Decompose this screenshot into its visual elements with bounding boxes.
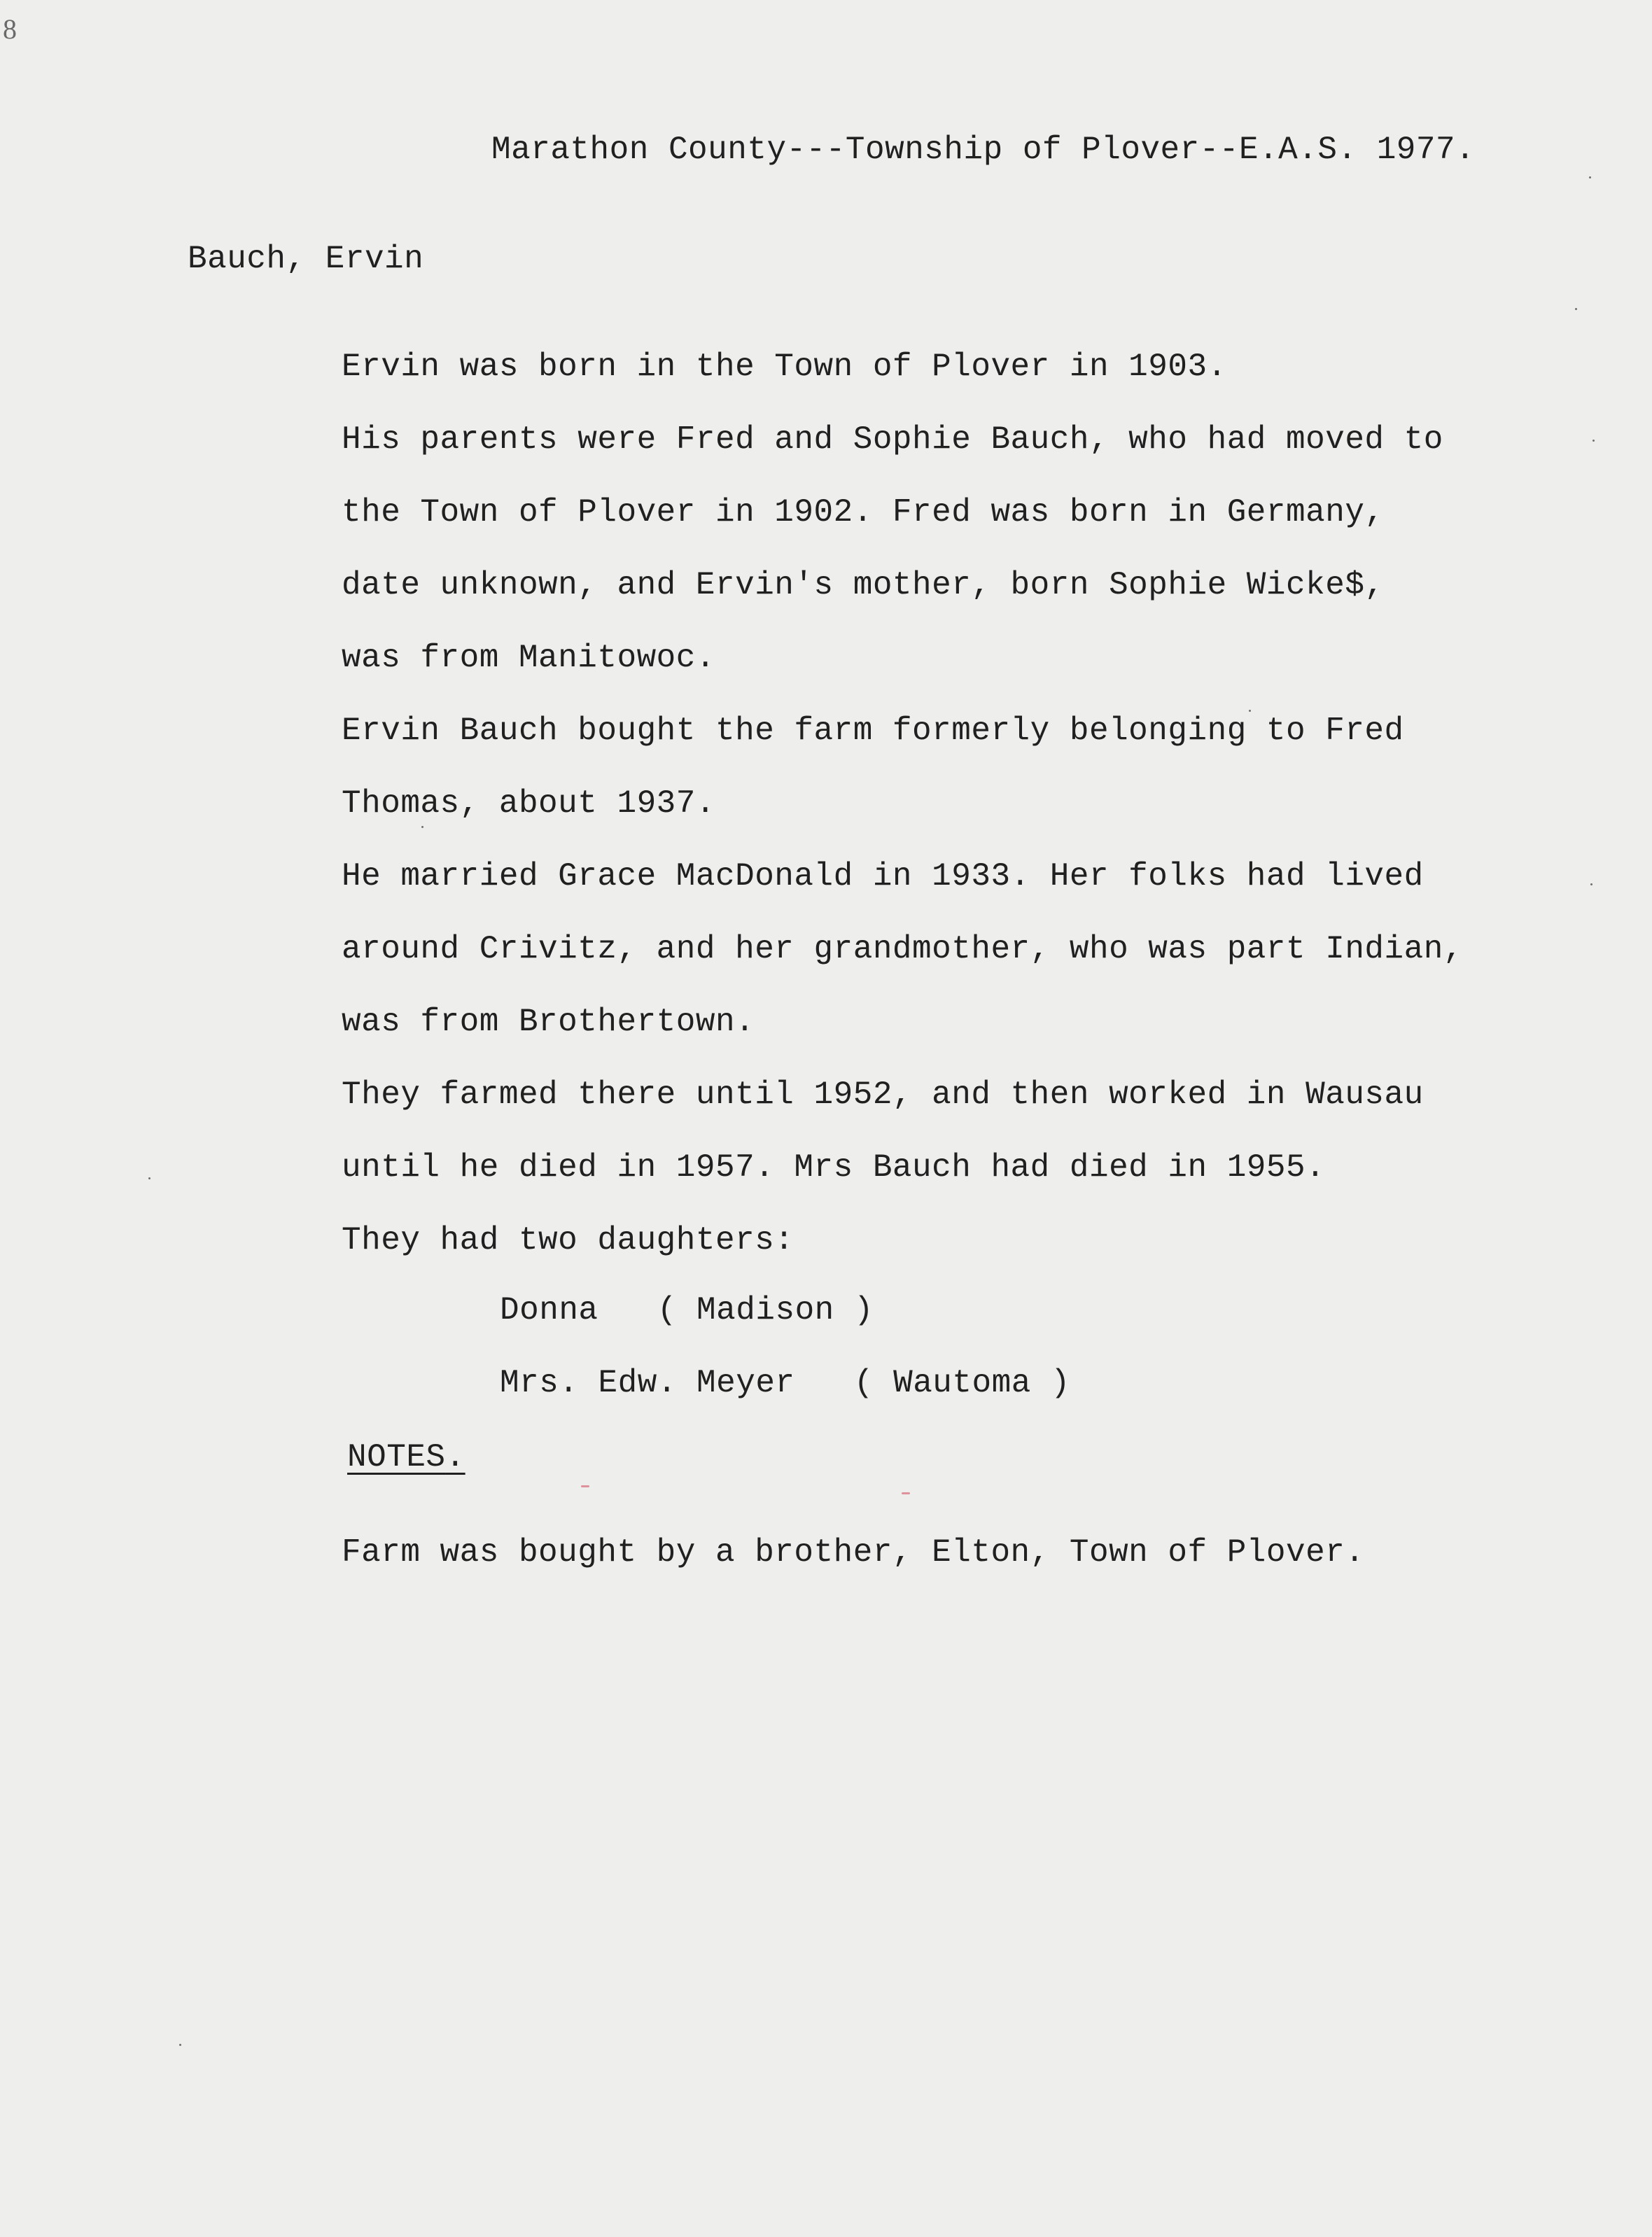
subject-name: Bauch, Ervin [188,241,424,277]
paper-speck [148,1177,150,1179]
body-line: They farmed there until 1952, and then worked in Wausau [342,1077,1424,1113]
paper-speck [1575,308,1577,310]
body-line: They had two daughters: [342,1222,794,1258]
body-line: until he died in 1957. Mrs Bauch had died in 1955. [342,1149,1326,1186]
body-line: Ervin Bauch bought the farm formerly belonging to Fred [342,713,1404,749]
body-line: around Crivitz, and her grandmother, who was part Indian, [342,931,1463,967]
paper-speck [1589,176,1591,178]
notes-heading [347,1438,465,1477]
notes-text: Farm was bought by a brother, Elton, Town of Plover. [342,1534,1365,1571]
document-heading: Marathon County---Township of Plover--E.A.S. 1977. [491,132,1476,168]
body-line: the Town of Plover in 1902. Fred was born in Germany, [342,494,1385,531]
paper-speck [1590,883,1592,885]
body-line: Thomas, about 1937. [342,785,715,822]
body-line: He married Grace MacDonald in 1933. Her folks had lived [342,858,1424,895]
paper-speck [1592,440,1595,442]
notes-label: NOTES [347,1439,446,1475]
daughter-entry: Mrs. Edw. Meyer ( Wautoma ) [500,1365,1071,1401]
paper-speck [1249,710,1251,712]
body-line: was from Manitowoc. [342,640,715,676]
ink-mark [902,1492,910,1494]
daughter-entry: Donna ( Madison ) [500,1292,874,1328]
notes-label-period: . [445,1439,465,1475]
paper-speck [179,2044,181,2046]
paper-speck [421,826,424,828]
body-line: was from Brothertown. [342,1004,755,1040]
body-line: date unknown, and Ervin's mother, born Sophie Wicke$, [342,567,1385,603]
body-line: Ervin was born in the Town of Plover in 1903. [342,349,1227,385]
body-line: His parents were Fred and Sophie Bauch, who had moved to [342,421,1443,458]
page-number: 8 [3,13,17,45]
ink-mark [581,1485,589,1487]
